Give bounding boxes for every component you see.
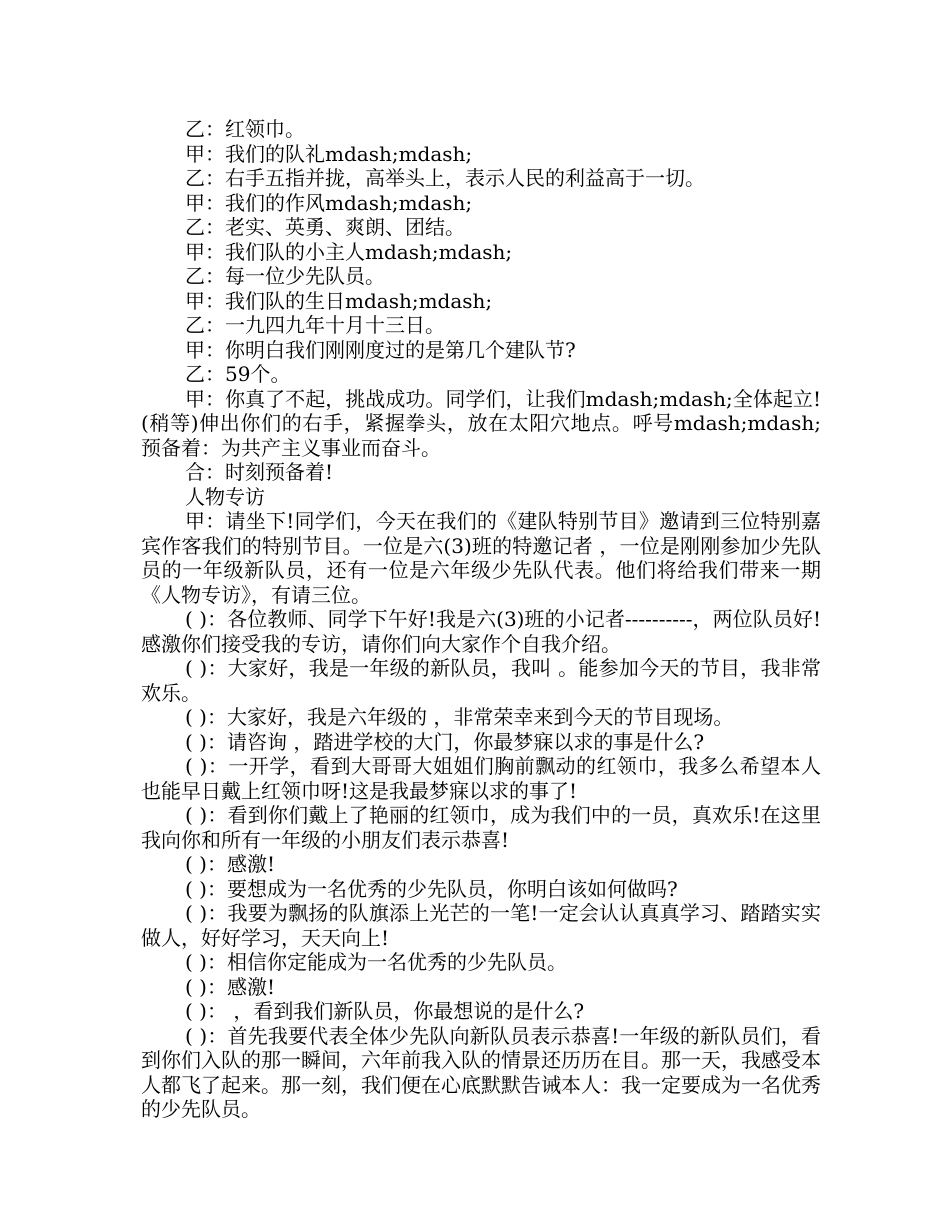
paragraph: 乙：红领巾。 [185,117,305,141]
paragraph: ( )：首先我要代表全体少先队向新队员表示恭喜!一年级的新队员们，看到你们入队的那一瞬间，六年前我入队的情景还历历在目。那一天，我感受本人都飞了起来。那一刻，我们便在心底默默告诫本人：我一定要成为一名优秀的少先队员。 [141,1023,821,1121]
paragraph: ( )：各位教师、同学下午好!我是六(3)班的小记者----------，两位队员好!感激你们接受我的专访，请你们向大家作个自我介绍。 [141,607,821,656]
paragraph: 乙：右手五指并拢，高举头上，表示人民的利益高于一切。 [185,166,705,190]
paragraph: 合：时刻预备着! [185,460,334,484]
paragraph: ( )：感激! [185,852,275,876]
paragraph: 甲：我们的队礼mdash;mdash; [185,141,473,166]
paragraph: ( )：相信你定能成为一名优秀的少先队员。 [185,950,567,974]
paragraph: 乙：每一位少先队员。 [185,264,385,288]
paragraph: ( )：看到你们戴上了艳丽的红领巾，成为我们中的一员，真欢乐!在这里我向你和所有一年级的小朋友们表示恭喜! [141,803,821,852]
paragraph: 乙：老实、英勇、爽朗、团结。 [185,215,465,239]
paragraph: ( )：请咨询 ，踏进学校的大门，你最梦寐以求的事是什么? [185,729,705,754]
paragraph: ( )：我要为飘扬的队旗添上光芒的一笔!一定会认认真真学习、踏踏实实做人，好好学习，天天向上! [141,901,821,950]
paragraph: ( )：大家好，我是一年级的新队员，我叫 。能参加今天的节目，我非常欢乐。 [141,656,821,705]
document-body [141,117,821,1122]
paragraph: 甲：你明白我们刚刚度过的是第几个建队节? [185,337,576,362]
paragraph: ( )： ，看到我们新队员，你最想说的是什么? [185,999,585,1023]
paragraph: 甲：我们队的小主人mdash;mdash; [185,239,513,264]
paragraph: ( )：要想成为一名优秀的少先队员，你明白该如何做吗? [185,876,678,901]
paragraph: 乙：59个。 [185,362,291,386]
paragraph: ( )：一开学，看到大哥哥大姐姐们胸前飘动的红领巾，我多么希望本人也能早日戴上红领巾呀!这是我最梦寐以求的事了! [141,754,821,803]
paragraph: 甲：我们队的生日mdash;mdash; [185,288,493,313]
paragraph: 乙：一九四九年十月十三日。 [185,313,445,337]
section-heading: 人物专访 [185,484,265,509]
paragraph: ( )：大家好，我是六年级的 ，非常荣幸来到今天的节目现场。 [185,705,734,729]
paragraph: 甲：我们的作风mdash;mdash; [185,190,473,215]
paragraph: 甲：请坐下!同学们，今天在我们的《建队特别节目》邀请到三位特别嘉宾作客我们的特别节目。一位是六(3)班的特邀记者 ，一位是刚刚参加少先队员的一年级新队员，还有一位是六年级少先队代表。他们将给我们带来一期《人物专访》，有请三位。 [141,509,821,607]
paragraph: ( )：感激! [185,974,275,999]
paragraph: 甲：你真了不起，挑战成功。同学们，让我们mdash;mdash;全体起立!(稍等)伸出你们的右手，紧握拳头，放在太阳穴地点。呼号mdash;mdash;预备着：为共产主义事业而奋斗。 [141,386,821,460]
